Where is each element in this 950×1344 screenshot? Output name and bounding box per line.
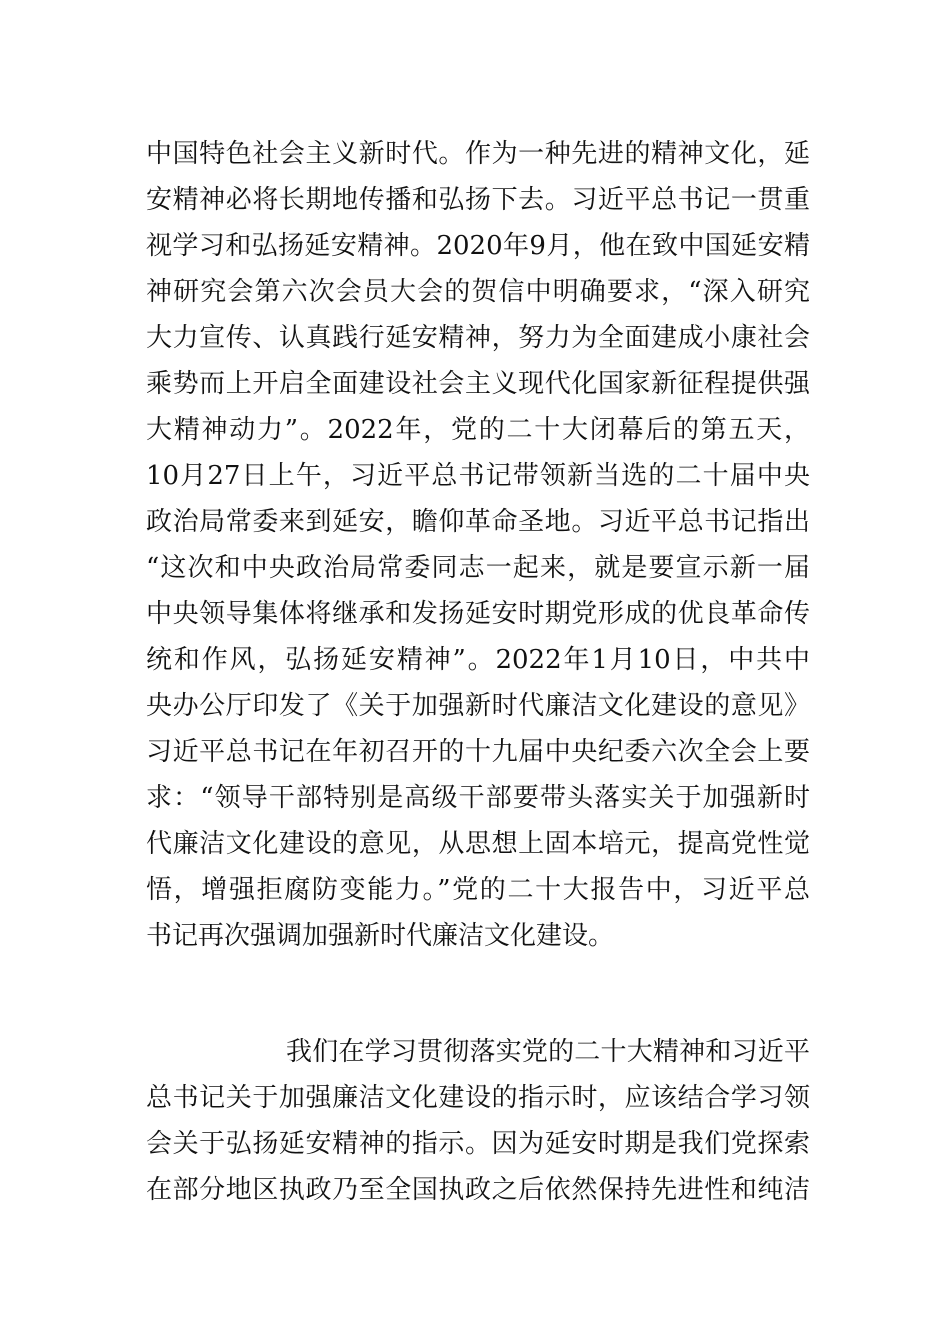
text-line: 代廉洁文化建设的意见，从思想上固本培元，提高党性觉 xyxy=(146,829,810,859)
text-line: 书记再次强调加强新时代廉洁文化建设。 xyxy=(146,921,615,951)
text-line: 中国特色社会主义新时代。作为一种先进的精神文化，延 xyxy=(146,139,810,169)
text-line: 乘势而上开启全面建设社会主义现代化国家新征程提供强 xyxy=(146,369,810,399)
text-line: 在部分地区执政乃至全国执政之后依然保持先进性和纯洁 xyxy=(146,1175,810,1205)
text-line: “这次和中央政治局常委同志一起来，就是要宣示新一届 xyxy=(146,553,810,583)
text-line: 神研究会第六次会员大会的贺信中明确要求，“深入研究 xyxy=(146,277,810,307)
text-line: 政治局常委来到延安，瞻仰革命圣地。习近平总书记指出 xyxy=(146,507,810,537)
text-line: 视学习和弘扬延安精神。2020年9月，他在致中国延安精 xyxy=(146,231,810,261)
text-line: 我们在学习贯彻落实党的二十大精神和习近平 xyxy=(286,1037,810,1067)
text-line: 习近平总书记在年初召开的十九届中央纪委六次全会上要 xyxy=(146,737,810,767)
text-line: 大力宣传、认真践行延安精神，努力为全面建成小康社会 xyxy=(146,323,810,353)
text-line: 大精神动力”。2022年，党的二十大闭幕后的第五天， xyxy=(146,415,810,445)
text-line: 央办公厅印发了《关于加强新时代廉洁文化建设的意见》 xyxy=(146,691,810,721)
text-line: 总书记关于加强廉洁文化建设的指示时，应该结合学习领 xyxy=(146,1083,810,1113)
text-line: 求：“领导干部特别是高级干部要带头落实关于加强新时 xyxy=(146,783,810,813)
text-line: 安精神必将长期地传播和弘扬下去。习近平总书记一贯重 xyxy=(146,185,810,215)
paragraph-2 xyxy=(146,1029,810,1213)
text-line: 中央领导集体将继承和发扬延安时期党形成的优良革命传 xyxy=(146,599,810,629)
text-line: 10月27日上午，习近平总书记带领新当选的二十届中央 xyxy=(146,461,810,491)
paragraph-1 xyxy=(146,131,810,959)
text-line: 会关于弘扬延安精神的指示。因为延安时期是我们党探索 xyxy=(146,1129,810,1159)
text-line: 统和作风，弘扬延安精神”。2022年1月10日，中共中 xyxy=(146,645,810,675)
text-line: 悟，增强拒腐防变能力。”党的二十大报告中，习近平总 xyxy=(146,875,810,905)
